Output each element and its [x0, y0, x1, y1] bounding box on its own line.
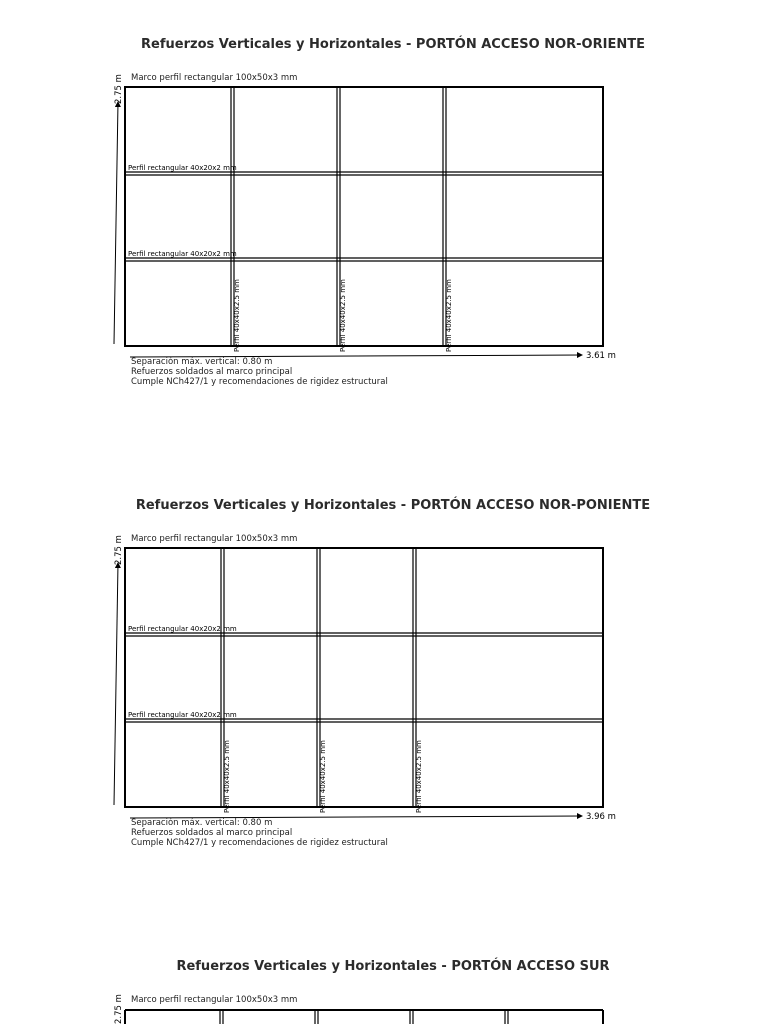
main-frame	[125, 87, 603, 346]
frame-profile-label: Marco perfil rectangular 100x50x3 mm	[131, 534, 298, 544]
vertical-reinforcement	[505, 1010, 508, 1024]
gate-title: Refuerzos Verticales y Horizontales - PORTÓN ACCESO NOR-ORIENTE	[141, 37, 645, 52]
vertical-reinforcement	[315, 1010, 318, 1024]
vertical-reinforcement-label: Perfil 40x40x2.5 mm	[223, 740, 231, 813]
spec-note: Separación máx. vertical: 0.80 m	[131, 818, 273, 828]
height-dimension-label: 2.75 m	[114, 74, 124, 104]
vertical-reinforcement	[410, 1010, 413, 1024]
spec-note: Separación máx. vertical: 0.80 m	[131, 357, 273, 367]
gate-title: Refuerzos Verticales y Horizontales - PORTÓN ACCESO SUR	[176, 959, 610, 974]
spec-note: Refuerzos soldados al marco principal	[131, 828, 293, 838]
frame-profile-label: Marco perfil rectangular 100x50x3 mm	[131, 995, 298, 1005]
gate-drawing	[0, 0, 768, 400]
spec-note: Cumple NCh427/1 y recomendaciones de rigidez estructural	[131, 377, 388, 387]
vertical-reinforcement	[220, 1010, 223, 1024]
spec-note: Cumple NCh427/1 y recomendaciones de rigidez estructural	[131, 838, 388, 848]
frame-profile-label: Marco perfil rectangular 100x50x3 mm	[131, 73, 298, 83]
width-dimension-label: 3.96 m	[586, 812, 616, 822]
height-dimension-label: 2.75 m	[114, 535, 124, 565]
horizontal-reinforcement	[125, 633, 603, 636]
vertical-reinforcement-label: Perfil 40x40x2.5 mm	[415, 740, 423, 813]
vertical-reinforcement-label: Perfil 40x40x2.5 mm	[233, 279, 241, 352]
horizontal-reinforcement	[125, 258, 603, 261]
height-dimension-label: 2.75 m	[114, 994, 124, 1024]
horizontal-reinforcement-label: Perfil rectangular 40x20x2 mm	[128, 164, 237, 172]
width-dimension-label: 3.61 m	[586, 351, 616, 361]
horizontal-reinforcement-label: Perfil rectangular 40x20x2 mm	[128, 711, 237, 719]
horizontal-reinforcement	[125, 172, 603, 175]
horizontal-reinforcement-label: Perfil rectangular 40x20x2 mm	[128, 250, 237, 258]
height-dimension-line	[114, 563, 118, 805]
vertical-reinforcement-label: Perfil 40x40x2.5 mm	[339, 279, 347, 352]
spec-note: Refuerzos soldados al marco principal	[131, 367, 293, 377]
main-frame	[125, 548, 603, 807]
gate-drawing	[0, 961, 768, 1024]
gate-drawing	[0, 461, 768, 861]
height-dimension-line	[114, 102, 118, 344]
horizontal-reinforcement-label: Perfil rectangular 40x20x2 mm	[128, 625, 237, 633]
vertical-reinforcement-label: Perfil 40x40x2.5 mm	[319, 740, 327, 813]
horizontal-reinforcement	[125, 719, 603, 722]
vertical-reinforcement-label: Perfil 40x40x2.5 mm	[445, 279, 453, 352]
gate-title: Refuerzos Verticales y Horizontales - PORTÓN ACCESO NOR-PONIENTE	[135, 498, 651, 513]
